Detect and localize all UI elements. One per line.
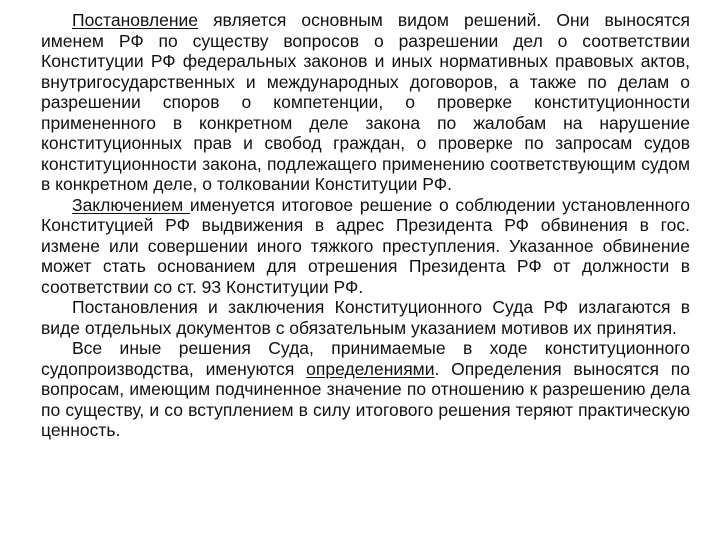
- term-opredeleniya: определениями: [306, 358, 435, 379]
- term-zaklyuchenie: Заключением: [72, 194, 190, 215]
- term-postanovlenie: Постановление: [72, 10, 199, 30]
- paragraph-opredeleniya-text-after: . Определения выносятся по вопросам, имеющим подчиненное значение по отношению к разрешению дела по существу, и со вступлением в силу итогового решения теряют практическую ценность.: [41, 358, 691, 440]
- paragraph-postanovlenie: [41, 10, 690, 195]
- paragraph-zaklyuchenie-text: именуется итоговое решение о соблюдении установленного Конституцией РФ выдвижения в адрес Президента РФ обвинения в гос. измене или совершении иного тяжкого преступления. Указанное обвинение может стать основанием для отрешения Президента РФ от должности в соответствии со ст. 93 Конституции РФ.: [41, 194, 690, 297]
- paragraph-zaklyuchenie: [41, 195, 690, 298]
- paragraph-opredeleniya: [41, 338, 690, 441]
- paragraph-form-text: Постановления и заключения Конституционного Суда РФ излагаются в виде отдельных документов с обязательным указанием мотивов их принятия.: [41, 297, 690, 338]
- paragraph-postanovlenie-text: является основным видом решений. Они выносятся именем РФ по существу вопросов о разрешении дел о соответствии Конституции РФ федеральных законов и иных нормативных правовых актов, внутригосударственных и международных договоров, а также по делам о разрешении споров о компетенции, о проверке конституционности примененного в конкретном деле закона по жалобам на нарушение конституционных прав и свобод граждан, о проверке по запросам судов конституционности закона, подлежащего применению соответствующим судом в конкретном деле, о толковании Конституции РФ.: [41, 10, 690, 194]
- paragraph-opredeleniya-text-before: Все иные решения Суда, принимаемые в ходе конституционного судопроизводства, именуются: [41, 338, 690, 379]
- paragraph-form: [41, 297, 690, 338]
